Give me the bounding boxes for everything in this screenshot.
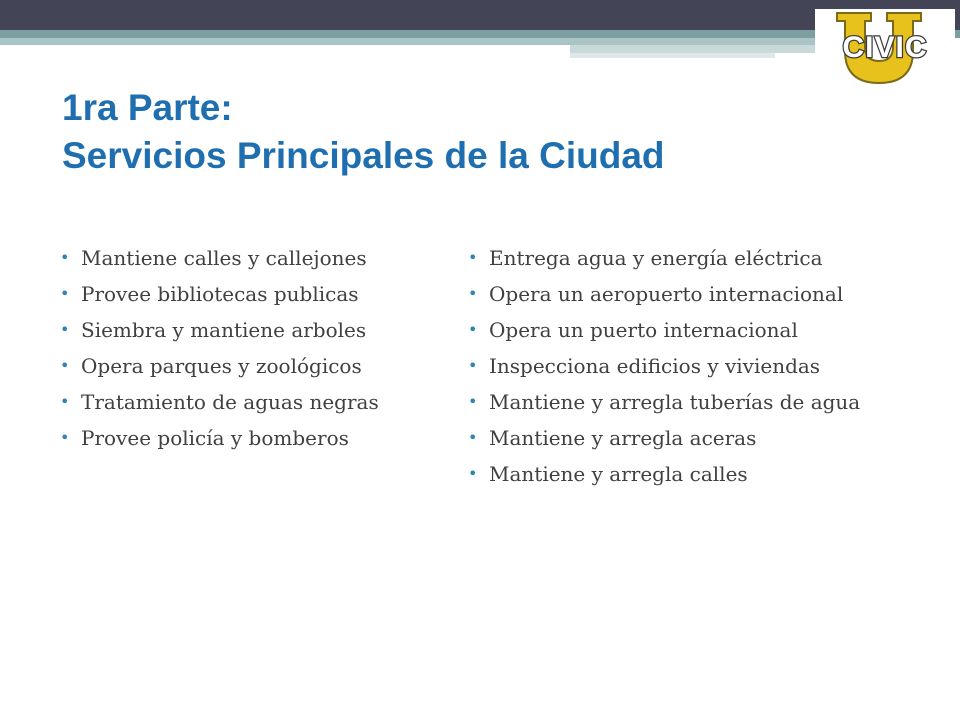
logo-graphic — [815, 9, 955, 89]
title-line-2: Servicios Principales de la Ciudad — [62, 135, 665, 176]
list-item: • Mantiene y arregla calles — [468, 460, 860, 496]
list-item: • Opera parques y zoológicos — [60, 352, 379, 388]
accent-band-lightest — [570, 53, 775, 58]
list-item: • Provee policía y bomberos — [60, 424, 379, 460]
accent-band-lighter — [570, 45, 830, 53]
left-bullet-list — [60, 244, 379, 460]
list-item: • Mantiene y arregla aceras — [468, 424, 860, 460]
right-bullet-list — [468, 244, 860, 496]
list-item: • Mantiene y arregla tuberías de agua — [468, 388, 860, 424]
list-item: • Opera un puerto internacional — [468, 316, 860, 352]
list-item: • Entrega agua y energía eléctrica — [468, 244, 860, 280]
list-item: • Inspecciona edificios y viviendas — [468, 352, 860, 388]
list-item: • Tratamiento de aguas negras — [60, 388, 379, 424]
list-item: • Mantiene calles y callejones — [60, 244, 379, 280]
logo-text: CIVIC — [842, 31, 928, 64]
accent-band-light — [0, 38, 830, 45]
slide-title — [62, 84, 665, 180]
list-item: • Provee bibliotecas publicas — [60, 280, 379, 316]
title-line-1: 1ra Parte: — [62, 87, 233, 128]
civic-u-logo — [815, 9, 955, 89]
list-item: • Siembra y mantiene arboles — [60, 316, 379, 352]
list-item: • Opera un aeropuerto internacional — [468, 280, 860, 316]
